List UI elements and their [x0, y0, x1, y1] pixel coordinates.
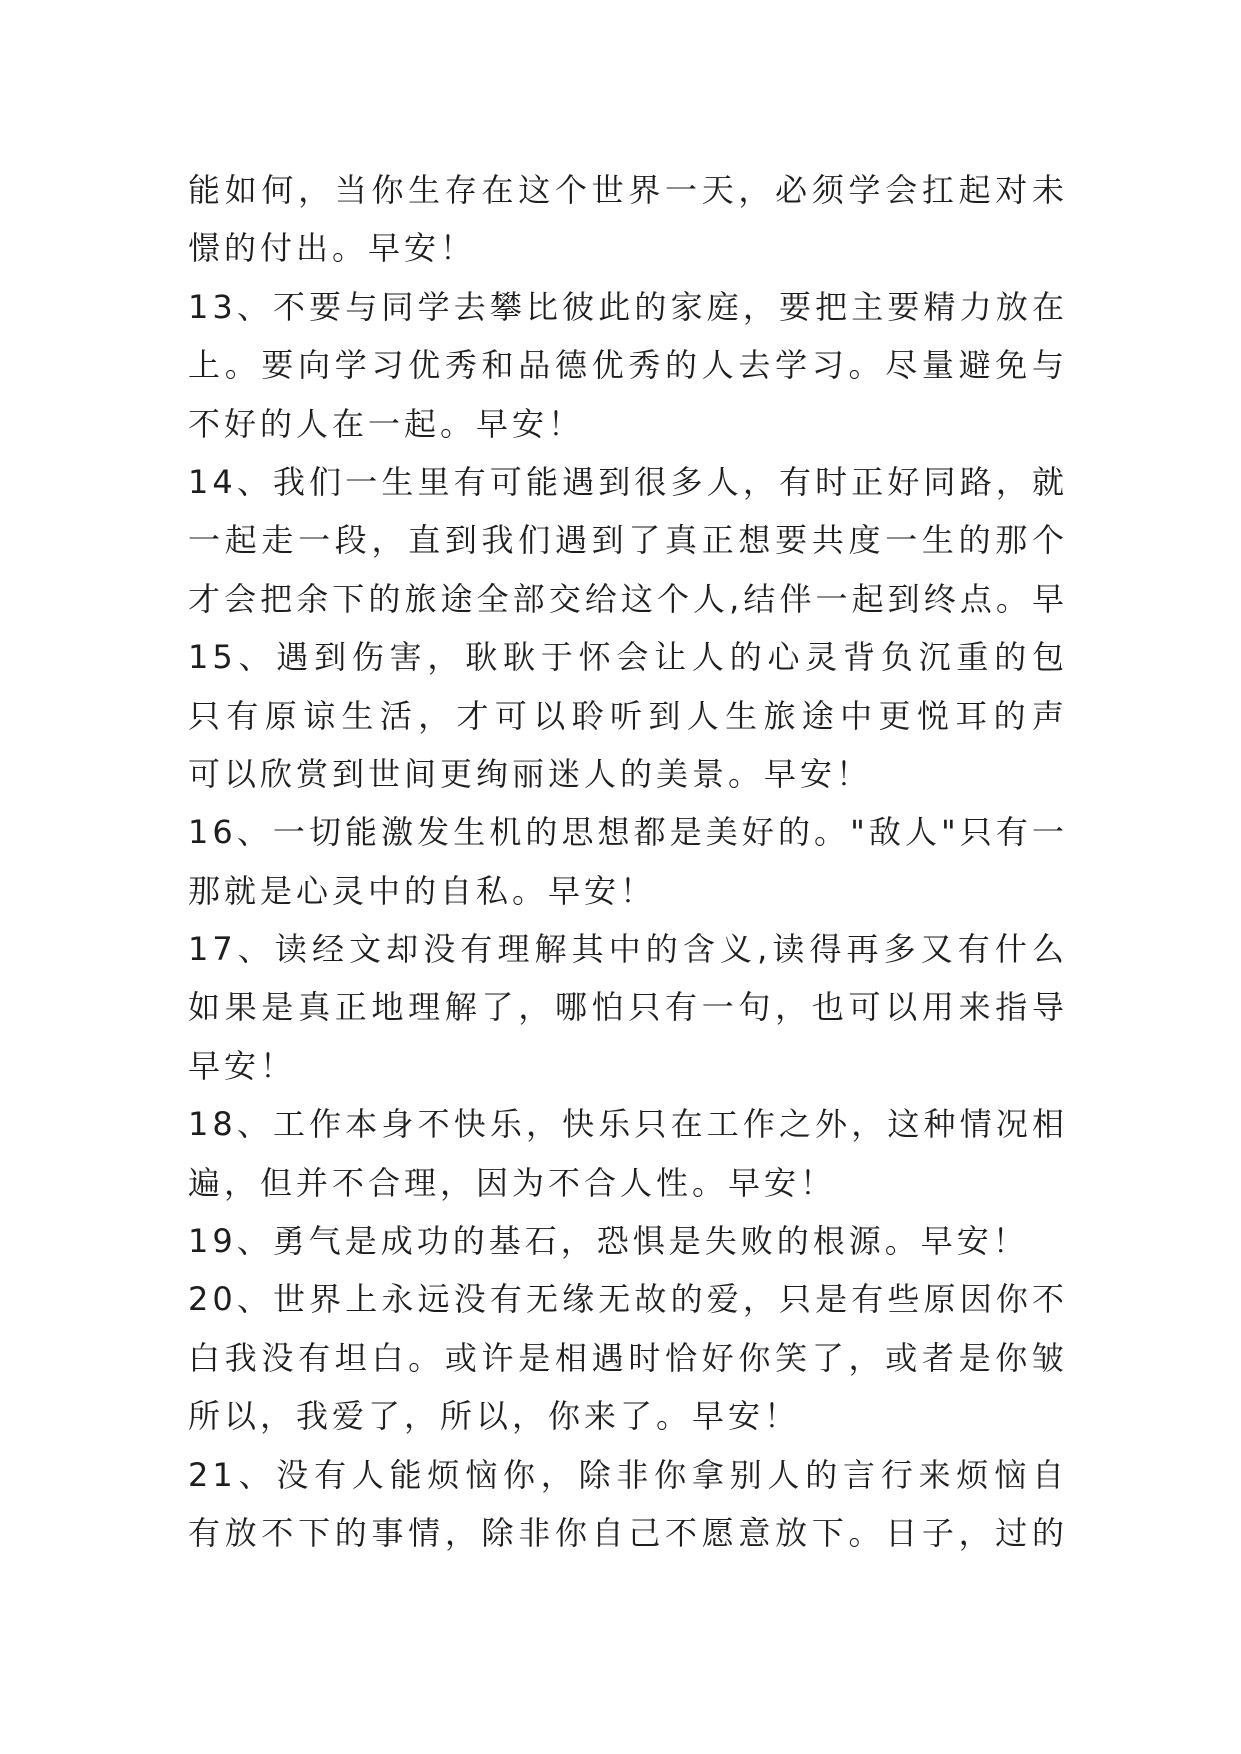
- text-line: 21、没有人能烦恼你，除非你拿别人的言行来烦恼自: [188, 1455, 1068, 1494]
- text-line: 所以，我爱了，所以，你来了。早安！: [188, 1397, 801, 1436]
- text-line: 可以欣赏到世间更绚丽迷人的美景。早安！: [188, 754, 873, 793]
- text-line: 13、不要与同学去攀比彼此的家庭，要把主要精力放在: [188, 287, 1068, 326]
- text-line: 有放不下的事情，除非你自己不愿意放下。日子，过的: [188, 1513, 1068, 1552]
- text-line: 遍，但并不合理，因为不合人性。早安！: [188, 1163, 837, 1202]
- text-line: 那就是心灵中的自私。早安！: [188, 871, 657, 910]
- text-line: 上。要向学习优秀和品德优秀的人去学习。尽量避免与: [188, 346, 1068, 385]
- text-line: 如果是真正地理解了，哪怕只有一句，也可以用来指导: [188, 988, 1068, 1027]
- body-text: [188, 161, 1068, 1562]
- text-line: 早安！: [188, 1046, 297, 1085]
- text-line: 20、世界上永远没有无缘无故的爱，只是有些原因你不: [188, 1280, 1068, 1319]
- text-line: 能如何，当你生存在这个世界一天，必须学会扛起对未: [188, 171, 1068, 209]
- text-line: 一起走一段，直到我们遇到了真正想要共度一生的那个: [188, 521, 1068, 560]
- text-line: 14、我们一生里有可能遇到很多人，有时正好同路，就: [188, 462, 1068, 501]
- text-line: 才会把余下的旅途全部交给这个人,结伴一起到终点。早: [188, 579, 1068, 618]
- text-line: 18、工作本身不快乐，快乐只在工作之外，这种情况相: [188, 1105, 1068, 1144]
- text-line: 16、一切能激发生机的思想都是美好的。"敌人"只有一: [188, 813, 1068, 852]
- text-line: 17、读经文却没有理解其中的含义,读得再多又有什么: [188, 930, 1068, 969]
- text-line: 不好的人在一起。早安！: [188, 404, 585, 443]
- text-line: 15、遇到伤害，耿耿于怀会让人的心灵背负沉重的包: [188, 638, 1068, 677]
- text-line: 白我没有坦白。或许是相遇时恰好你笑了，或者是你皱: [188, 1338, 1068, 1377]
- text-line: 只有原谅生活，才可以聆听到人生旅途中更悦耳的声: [188, 696, 1068, 735]
- text-line: 憬的付出。早安！: [188, 229, 477, 268]
- text-line: 19、勇气是成功的基石，恐惧是失败的根源。早安！: [188, 1222, 1029, 1261]
